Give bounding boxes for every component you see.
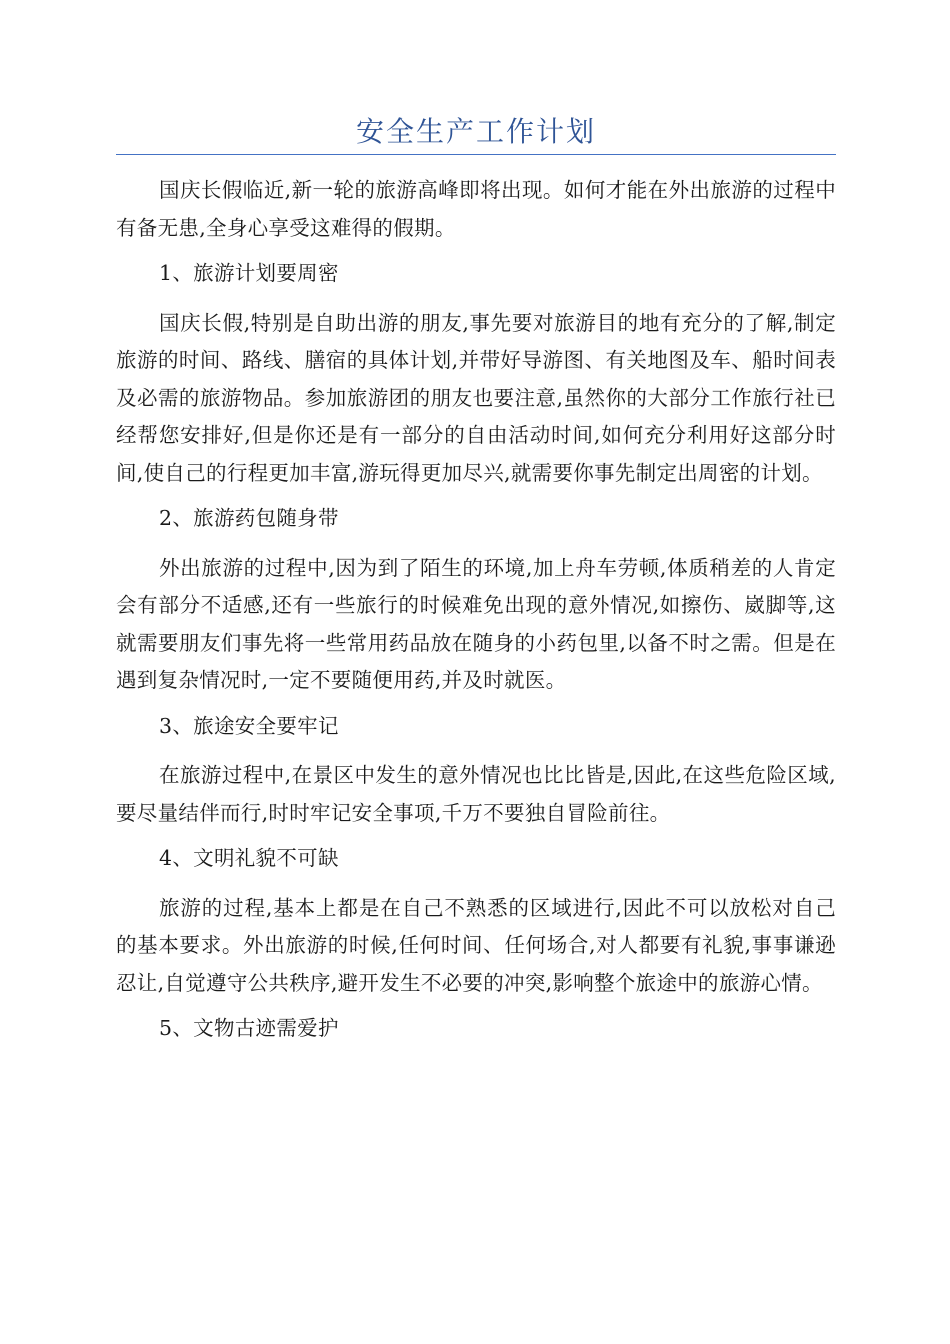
section-paragraph-4: 旅游的过程,基本上都是在自己不熟悉的区域进行,因此不可以放松对自己的基本要求。外出旅游的时候,任何时间、任何场合,对人都要有礼貌,事事谦逊忍让,自觉遵守公共秩序,避开发生不必要的冲突,影响整个旅途中的旅游心情。 xyxy=(116,895,836,995)
intro-paragraph: 国庆长假临近,新一轮的旅游高峰即将出现。如何才能在外出旅游的过程中有备无患,全身心享受这难得的假期。 xyxy=(116,178,836,240)
section-heading-5: 5、文物古迹需爱护 xyxy=(159,1016,339,1040)
section-paragraph-3: 在旅游过程中,在景区中发生的意外情况也比比皆是,因此,在这些危险区域,要尽量结伴而行,时时牢记安全事项,千万不要独自冒险前往。 xyxy=(116,763,836,825)
section-heading-4: 4、文明礼貌不可缺 xyxy=(159,846,339,870)
section-heading-3: 3、旅途安全要牢记 xyxy=(159,713,339,738)
document-body xyxy=(116,172,836,1060)
section-paragraph-2: 外出旅游的过程中,因为到了陌生的环境,加上舟车劳顿,体质稍差的人肯定会有部分不适感,还有一些旅行的时候难免出现的意外情况,如擦伤、崴脚等,这就需要朋友们事先将一些常用药品放在随身的小药包里,以备不时之需。但是在遇到复杂情况时,一定不要随便用药,并及时就医。 xyxy=(116,555,836,692)
section-heading-1: 1、旅游计划要周密 xyxy=(159,261,339,285)
document-title: 安全生产工作计划 xyxy=(355,115,596,148)
section-heading-2: 2、旅游药包随身带 xyxy=(159,506,339,530)
title-underline xyxy=(116,154,836,155)
section-paragraph-1: 国庆长假,特别是自助出游的朋友,事先要对旅游目的地有充分的了解,制定旅游的时间、路线、膳宿的具体计划,并带好导游图、有关地图及车、船时间表及必需的旅游物品。参加旅游团的朋友也要注意,虽然你的大部分工作旅行社已经帮您安排好,但是你还是有一部分的自由活动时间,如何充分利用好这部分时间,使自己的行程更加丰富,游玩得更加尽兴,就需要你事先制定出周密的计划。 xyxy=(116,310,836,485)
